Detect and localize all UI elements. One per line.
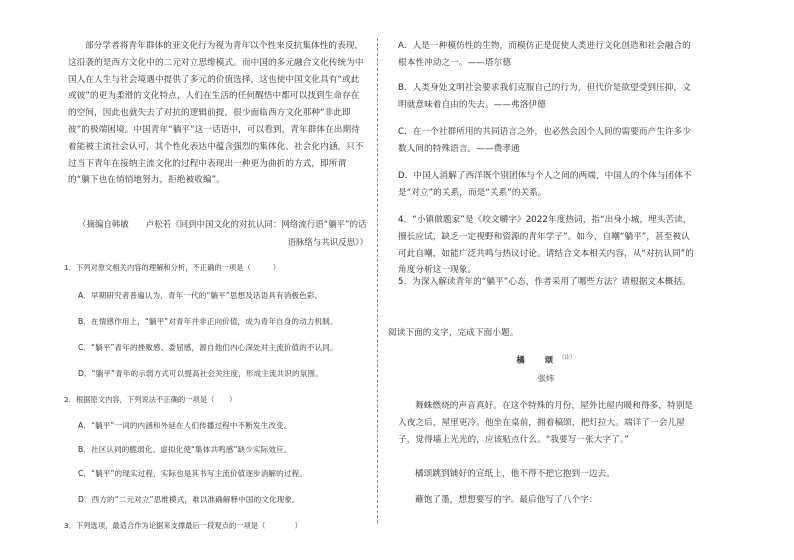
q3-stem: 3．下列选项，最适合作为论据来支撑最后一段观点的一项是（ ） bbox=[64, 521, 302, 530]
source-line-1: （摘编自韩敏 卢松若《回到中国文化的对抗认同：网络流行语“躺平”的话 bbox=[78, 219, 367, 229]
story-paragraph-3: 蘸饱了墨，想想要写的字。最后他写了八个字： bbox=[415, 495, 598, 505]
q3-option-a[interactable]: A．人是一种模仿性的生物，而模仿正是促使人类进行文化创造和社会融合的根本性冲动之一。——塔尔德 bbox=[398, 41, 691, 68]
story-title bbox=[398, 350, 694, 369]
story-paragraph-2: 橘颂跳到铺好的宣纸上，他不得不把它抱到一边去。 bbox=[415, 469, 615, 479]
reading-prompt: 阅读下面的文字，完成下面小题。 bbox=[388, 328, 519, 338]
source-line-2: 语脉络与共识反思》） bbox=[287, 237, 368, 247]
story-title-note: （注） bbox=[559, 355, 576, 361]
q1-option-d[interactable]: D．“躺平”青年的示弱方式可以提高社会关注度，形成主流共识的氛围。 bbox=[78, 369, 323, 378]
question-4: 4．“小镇做题家”是《咬文嚼字》2022年度热词，指“出身小城，埋头苦读，擅长应试，缺乏一定视野和资源的青年学子”。如今，自嘲“躺平”，甚至被认可此自嘲，如能广泛共鸣与热议讨论。请结合文本相关内容，从“对抗认同”的角度分析这一现象。 bbox=[398, 215, 694, 276]
q1-option-b[interactable]: B．在情感作用上，“躺平”对青年并非正向价值，成为青年自身的动力机制。 bbox=[78, 317, 338, 326]
q2-option-b[interactable]: B．社区认同的脆弱化、虚拟化使“集体共鸣感”缺少实际效应。 bbox=[78, 445, 292, 454]
intro-paragraph: 部分学者将青年群体的亚文化行为视为青年以个性来反抗集体性的表现，这沿袭的是西方文化中的二元对立思维模式。而中国的多元融合文化传统为中国人在人生与社会境遇中提供了多元的价值选择，这也使中国文化具有“或此或彼”的更为柔滑的文化特点，人们在生活的任何醒悟中都可以找到生命存在的空间，因此也就失去了对抗的逻辑前提，很少面临西方文化那种“非此即彼”的极端困境。中国青年“躺平”这一话语中，可以看到，青年群体在出期待着能被主流社会认可，其个性化表达中蕴含强烈的集体化、社会化内涵，只不过当下青年在接纳主流文化的过程中表现出一种更为曲折的方式，即所谓的“躺下也在悄悄地努力，拒绝被收编”。 bbox=[68, 41, 364, 186]
q2-option-c[interactable]: C．“躺平”的现实过程，实际也是其书写主流价值逐步消解的过程。 bbox=[78, 469, 307, 478]
column-divider bbox=[377, 38, 378, 523]
q2-option-a[interactable]: A．“躺平”一词的内涵和外延在人们传播过程中不断发生改变。 bbox=[78, 421, 292, 430]
q1-option-a[interactable]: A．早期研究者普遍认为，青年一代的“躺平”思想及话语具有消极色彩。 bbox=[78, 291, 323, 300]
story-paragraph-1: 舞蛛燃烧的声音真好。在这个特殊的月份，屋外比屋内暖和得多，特别是入夜之后，屋里更冷。他坐在桌前，拥着稿颂，把灯拉大。端详了一会儿屋子，觉得墙上光光的，应该贴点什么。“我要写一张大字了。” bbox=[398, 401, 694, 445]
q2-stem: 2．根据原文内容，下列说法不正确的一项是（ ） bbox=[64, 395, 237, 404]
q3-option-b[interactable]: B．人类身处文明社会要求我们克服自己的行为，但代价是欲望受到压抑，文明就意味着自由的失去。——弗洛伊德 bbox=[398, 83, 691, 110]
q2-option-d[interactable]: D．西方的“二元对立”思维模式，难以准确解释中国的文化现象。 bbox=[78, 495, 300, 504]
story-author: 张炜 bbox=[537, 373, 555, 383]
story-title-text: 橘 颂 bbox=[516, 354, 560, 365]
q3-option-c[interactable]: C．在一个社群所用的共同语言之外，也必然会因个人间的需要而产生许多少数人间的特殊语言。——费孝通 bbox=[398, 127, 691, 154]
q1-stem: 1．下列对原文相关内容的理解和分析，不正确的一项是（ ） bbox=[64, 263, 281, 272]
q3-option-d[interactable]: D．中国人消解了西洋既个别团体与个人之间的两端，中国人的个体与团体不是“对立”的关系，而是“关系”的关系。 bbox=[398, 171, 692, 198]
question-5: 5．为深入解读青年的“躺平”心态，作者采用了哪些方法？请根据文本概括。 bbox=[398, 277, 691, 287]
q1-option-c[interactable]: C．“躺平”青年的挫败感、委屈感，源自他们内心深处对主流价值的不认同。 bbox=[78, 343, 338, 352]
